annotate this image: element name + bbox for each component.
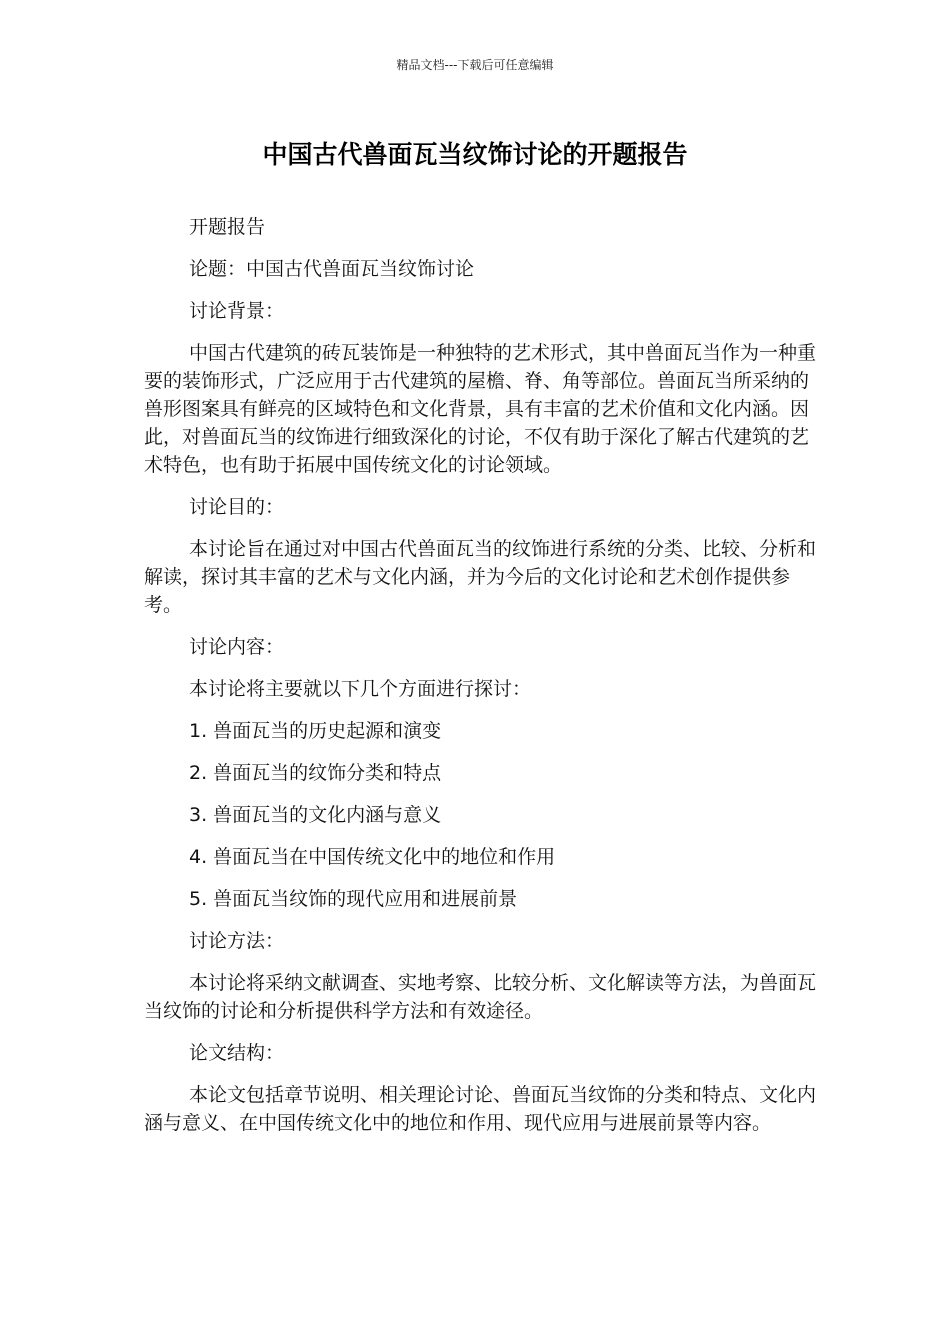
page-header: 精品文档---下载后可任意编辑: [396, 58, 554, 72]
content-list-item: 3. 兽面瓦当的文化内涵与意义: [189, 804, 442, 826]
content-list-item: 1. 兽面瓦当的历史起源和演变: [189, 720, 442, 742]
structure-paragraph: 本论文包括章节说明、相关理论讨论、兽面瓦当纹饰的分类和特点、文化内涵与意义、在中国传统文化中的地位和作用、现代应用与进展前景等内容。: [144, 1084, 817, 1134]
document-body: [144, 213, 816, 1151]
content-list-item: 2. 兽面瓦当的纹饰分类和特点: [189, 762, 442, 784]
purpose-heading: 讨论目的：: [189, 496, 285, 518]
document-title: 中国古代兽面瓦当纹饰讨论的开题报告: [262, 140, 688, 169]
topic-line: 论题：中国古代兽面瓦当纹饰讨论: [189, 258, 475, 280]
content-list: [144, 717, 816, 913]
method-paragraph: 本讨论将采纳文献调查、实地考察、比较分析、文化解读等方法，为兽面瓦当纹饰的讨论和分析提供科学方法和有效途径。: [144, 972, 817, 1022]
purpose-paragraph: 本讨论旨在通过对中国古代兽面瓦当的纹饰进行系统的分类、比较、分析和解读，探讨其丰富的艺术与文化内涵，并为今后的文化讨论和艺术创作提供参考。: [144, 538, 817, 616]
method-heading: 讨论方法：: [189, 930, 285, 952]
content-intro: 本讨论将主要就以下几个方面进行探讨：: [189, 678, 532, 700]
background-heading: 讨论背景：: [189, 300, 285, 322]
background-paragraph: 中国古代建筑的砖瓦装饰是一种独特的艺术形式，其中兽面瓦当作为一种重要的装饰形式，广泛应用于古代建筑的屋檐、脊、角等部位。兽面瓦当所采纳的兽形图案具有鲜亮的区域特色和文化背景，具有丰富的艺术价值和文化内涵。因此，对兽面瓦当的纹饰进行细致深化的讨论，不仅有助于深化了解古代建筑的艺术特色，也有助于拓展中国传统文化的讨论领域。: [144, 342, 817, 476]
content-list-item: 4. 兽面瓦当在中国传统文化中的地位和作用: [189, 846, 556, 868]
structure-heading: 论文结构：: [189, 1042, 285, 1064]
report-label: 开题报告: [189, 216, 266, 238]
content-list-item: 5. 兽面瓦当纹饰的现代应用和进展前景: [189, 888, 518, 910]
content-heading: 讨论内容：: [189, 636, 285, 658]
